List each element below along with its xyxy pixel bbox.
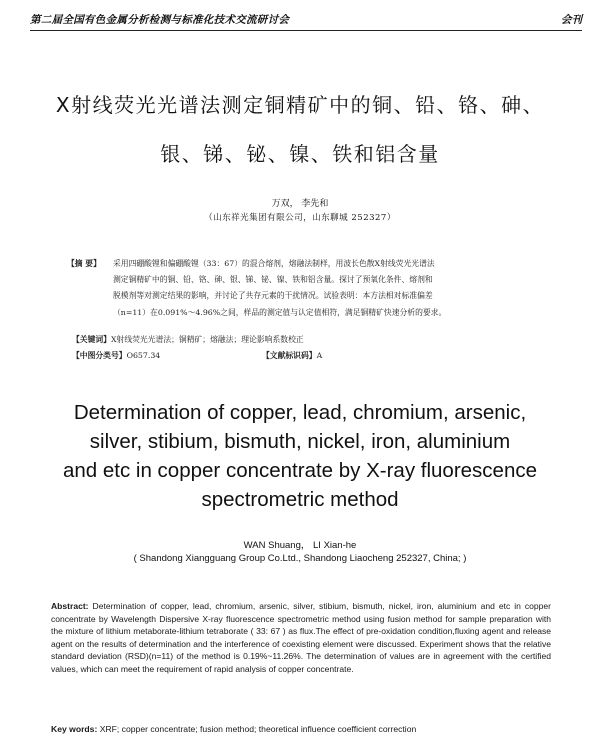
cn-affiliation: （山东祥光集团有限公司，山东聊城 252327） bbox=[204, 213, 396, 223]
en-authors: WAN Shuang， LI Xian-he bbox=[243, 540, 357, 551]
cn-keywords-text: X射线荧光光谱法；铜精矿；熔融法；理论影响系数校正 bbox=[110, 335, 304, 344]
cn-keywords-label: 【关键词】 bbox=[72, 335, 111, 344]
header-rule bbox=[30, 30, 582, 31]
cn-abstract-line: 采用四硼酸锂和偏硼酸锂（33：67）的混合熔剂，熔融法制样，用波长色散X射线荧光光谱法 bbox=[113, 259, 435, 268]
header-proceedings-label: 会刊 bbox=[561, 14, 582, 26]
cn-clc-code: O657.34 bbox=[126, 351, 161, 360]
en-title-line: silver, stibium, bismuth, nickel, iron, aluminium bbox=[89, 430, 511, 453]
en-title bbox=[40, 398, 560, 514]
cn-clc-label: 【中图分类号】 bbox=[72, 351, 127, 360]
cn-doc-label: 【文献标识码】 bbox=[262, 351, 317, 360]
running-header bbox=[30, 12, 582, 30]
en-abstract bbox=[51, 600, 551, 676]
en-keywords-label: Key words: bbox=[51, 724, 98, 734]
header-conference-name: 第二届全国有色金属分析检测与标准化技术交流研讨会 bbox=[30, 14, 290, 26]
en-abstract-label: Abstract: bbox=[51, 601, 89, 611]
cn-abstract-line: 测定铜精矿中的铜、铅、铬、砷、银、锑、铋、镍、铁和铝含量。探讨了预氧化条件、熔剂和 bbox=[113, 275, 433, 285]
cn-authors: 万双， 李先和 bbox=[271, 199, 329, 209]
cn-abstract-line: 脱模剂等对测定结果的影响，并讨论了共存元素的干扰情况。试验表明：本方法相对标准偏差 bbox=[113, 291, 433, 301]
en-keywords-text: XRF; copper concentrate; fusion method; theoretical influence coefficient correction bbox=[99, 724, 417, 734]
en-keywords bbox=[51, 724, 551, 734]
en-title-line: spectrometric method bbox=[201, 488, 399, 511]
cn-classification bbox=[72, 350, 532, 361]
cn-keywords bbox=[72, 334, 304, 345]
en-title-line: Determination of copper, lead, chromium, arsenic, bbox=[73, 401, 527, 424]
cn-abstract-line: （n=11）在0.091%～4.96%之间，样品的测定值与认定值相符，满足铜精矿快速分析的要求。 bbox=[113, 307, 447, 317]
cn-title-line-2: 银、锑、铋、镍、铁和铝含量 bbox=[160, 142, 440, 166]
cn-abstract-label: 【摘 要】 bbox=[67, 259, 101, 268]
cn-doc-code-group bbox=[262, 350, 322, 361]
en-affiliation: ( Shandong Xiangguang Group Co.Ltd., Shandong Liaocheng 252327, China; ) bbox=[133, 553, 467, 564]
cn-abstract bbox=[67, 256, 513, 321]
en-abstract-text: Determination of copper, lead, chromium, arsenic, silver, stibium, bismuth, nickel, iron, aluminium and etc in copper concentrate by Wavelength Dispersive X-ray fluorescence spectrometric method using fusion method for sample preparation with the mixture of lithium metaborate-lithium tetraborate ( 33: 67 ) as flux.The effect of pre-oxidation condition,fluxing agent and release agent on the results of determination and the interference of coexisting element were discussed. Experiment shows that the relative standard deviation (RSD)(n=11) of the method is 0.19%~11.26%. The determination of values are in agreement with the certified values, which can meet the requirement of rapid analysis of copper concentrate. bbox=[51, 601, 552, 674]
en-title-line: and etc in copper concentrate by X-ray fluorescence bbox=[62, 459, 538, 482]
cn-title-line-1: X射线荧光光谱法测定铜精矿中的铜、铅、铬、砷、 bbox=[55, 93, 545, 117]
cn-doc-code: A bbox=[316, 351, 323, 360]
